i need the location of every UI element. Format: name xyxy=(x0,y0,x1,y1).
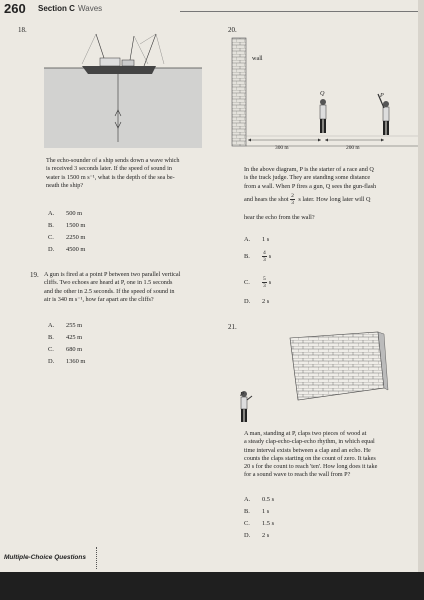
q18-option-c[interactable] xyxy=(48,234,85,241)
q18-line: The echo-sounder of a ship sends down a wave which xyxy=(46,157,180,164)
q21-number: 21. xyxy=(228,323,237,331)
option-text: 4500 m xyxy=(66,246,86,253)
page-number: 260 xyxy=(4,1,26,16)
q21-p-label: P xyxy=(240,391,244,398)
fraction-num: 2 xyxy=(291,193,294,199)
q18-line: neath the ship? xyxy=(46,181,84,189)
q18-number: 18. xyxy=(18,26,27,34)
q18-line: is received 3 seconds later. If the speed of sound in xyxy=(46,165,172,173)
option-text: 1500 m xyxy=(66,222,86,229)
option-unit: s xyxy=(268,278,272,286)
q21-line: A man, standing at P, claps two pieces of wood at xyxy=(244,430,367,437)
option-letter: D. xyxy=(48,246,55,253)
q19-option-d[interactable] xyxy=(48,358,85,365)
q20-question xyxy=(244,166,376,191)
option-letter: A. xyxy=(244,496,251,503)
option-letter: C. xyxy=(244,278,250,286)
scan-shadow xyxy=(0,572,424,600)
q19-number: 19. xyxy=(30,271,39,279)
option-letter: C. xyxy=(48,346,54,353)
option-letter: D. xyxy=(48,358,55,365)
option-text: 2250 m xyxy=(66,234,86,241)
section-label: Section C xyxy=(38,4,75,13)
q21-option-a[interactable] xyxy=(244,496,274,503)
q21-line: 20 s for the count to reach 'ten'. How long does it take xyxy=(244,463,378,471)
q20-option-c[interactable] xyxy=(244,276,271,289)
q20-line-4 xyxy=(244,193,370,206)
option-text: 1360 m xyxy=(66,358,86,365)
q21-wall-diagram xyxy=(228,328,408,424)
q19-option-b[interactable] xyxy=(48,334,82,341)
option-letter: B. xyxy=(244,508,250,515)
q20-line4-post: s later. How long later will Q xyxy=(298,195,371,203)
footer-divider xyxy=(96,547,99,569)
q19-option-a[interactable] xyxy=(48,322,82,329)
q19-line: cliffs. Two echoes are heard at P, one in 1.5 seconds xyxy=(44,279,173,287)
option-letter: D. xyxy=(244,532,251,539)
q18-option-b[interactable] xyxy=(48,222,85,229)
header-rule xyxy=(180,11,418,12)
q21-option-c[interactable] xyxy=(244,520,274,527)
q18-option-d[interactable] xyxy=(48,246,85,253)
option-letter: C. xyxy=(48,234,54,241)
topic-label: Waves xyxy=(78,4,103,13)
wall-label: wall xyxy=(252,55,263,62)
option-letter: A. xyxy=(48,322,55,329)
q21-line: time interval exists between a clap and an echo. He xyxy=(244,446,371,454)
q20-number: 20. xyxy=(228,26,237,34)
option-text: 1 s xyxy=(262,508,270,515)
p-label: P xyxy=(380,92,384,99)
fraction-num: 5 xyxy=(263,276,266,282)
q21-option-d[interactable] xyxy=(244,532,269,539)
q18-question xyxy=(46,157,180,190)
q20-line: from a wall. When P fires a gun, Q sees the gun-flash xyxy=(244,182,377,190)
q20-fraction xyxy=(290,193,295,206)
q19-option-c[interactable] xyxy=(48,346,82,353)
option-text: 1.5 s xyxy=(262,520,275,527)
distance-300: 300 m xyxy=(275,145,289,151)
option-letter: A. xyxy=(244,236,251,243)
fraction-num: 4 xyxy=(263,250,266,256)
option-letter: A. xyxy=(48,210,55,217)
fraction-den: 3 xyxy=(263,257,266,263)
q19-line: air is 340 m s⁻¹, how far apart are the cliffs? xyxy=(44,295,154,303)
q-label: Q xyxy=(320,90,325,97)
q21-line: counts the claps starting on the count of zero. It takes xyxy=(244,454,376,462)
option-letter: D. xyxy=(244,298,251,305)
option-text: 255 m xyxy=(66,322,83,329)
option-text: 425 m xyxy=(66,334,83,341)
option-text: 1 s xyxy=(262,236,270,243)
fraction-den: 3 xyxy=(263,283,266,289)
q19-line: and the other in 2.5 seconds. If the speed of sound in xyxy=(44,287,175,295)
q21-option-b[interactable] xyxy=(244,508,269,515)
q20-line4-pre: and hears the shot xyxy=(244,195,289,203)
option-fraction xyxy=(262,276,267,289)
q21-line: for a sound wave to reach the wall from P? xyxy=(244,471,351,479)
option-text: 680 m xyxy=(66,346,83,353)
footer-label: Multiple-Choice Questions xyxy=(4,554,86,561)
q19-question xyxy=(44,271,180,304)
option-letter: B. xyxy=(48,222,54,229)
option-fraction xyxy=(262,250,267,263)
q21-question xyxy=(244,430,377,480)
option-text: 500 m xyxy=(66,210,83,217)
option-text: 2 s xyxy=(262,298,270,305)
q18-ship-diagram xyxy=(44,30,202,148)
fraction-den: 3 xyxy=(291,200,294,206)
q20-option-b[interactable] xyxy=(244,250,271,263)
distance-200: 200 m xyxy=(346,145,360,151)
q20-line: is the track judge. They are standing some distance xyxy=(244,174,371,182)
option-text: 2 s xyxy=(262,532,270,539)
option-letter: C. xyxy=(244,520,250,527)
q20-line-5: hear the echo from the wall? xyxy=(244,214,315,221)
q18-option-a[interactable] xyxy=(48,210,82,217)
option-unit: s xyxy=(268,252,272,260)
option-text: 0.5 s xyxy=(262,496,275,503)
q19-line: A gun is fired at a point P between two parallel vertical xyxy=(44,271,181,278)
q18-line: water is 1500 m s⁻¹, what is the depth of the sea be- xyxy=(46,173,175,181)
option-letter: B. xyxy=(48,334,54,341)
q20-line: In the above diagram, P is the starter of a race and Q xyxy=(244,166,374,173)
option-letter: B. xyxy=(244,252,250,260)
q20-option-d[interactable] xyxy=(244,298,269,305)
q20-option-a[interactable] xyxy=(244,236,269,243)
page-edge xyxy=(418,0,424,572)
q21-line: a steady clap-echo-clap-echo rhythm, in which equal xyxy=(244,438,375,446)
